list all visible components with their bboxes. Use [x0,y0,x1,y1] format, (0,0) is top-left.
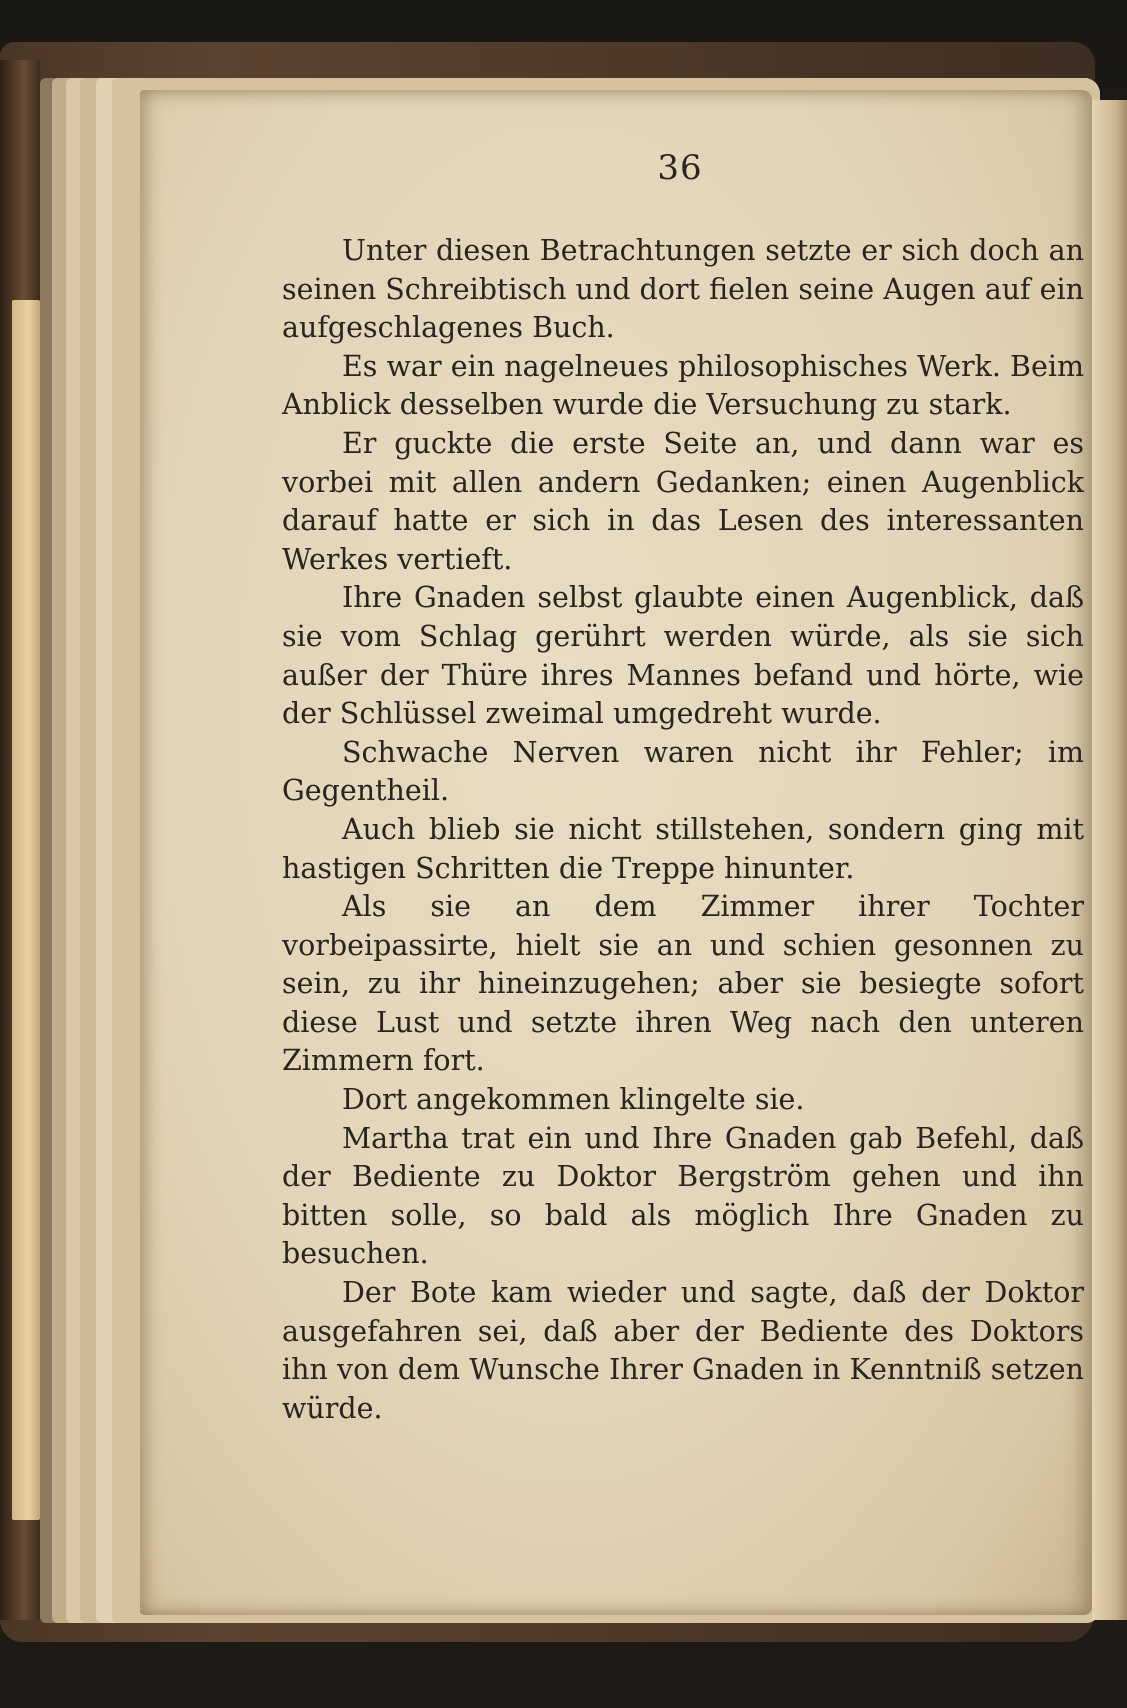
paragraph: Als sie an dem Zimmer ihrer Tochter vorbeipassirte, hielt sie an und schien gesonnen zu sein, zu ihr hineinzugehen; aber sie besiegte sofort diese Lust und setzte ihren Weg nach den unteren Zimmern fort. [282,890,1084,1078]
paragraph: Es war ein nagelneues philosophisches Werk. Beim Anblick desselben wurde die Versuchung zu stark. [282,349,1084,422]
bookmark-strip [12,300,40,1520]
paragraph: Schwache Nerven waren nicht ihr Fehler; im Gegentheil. [282,735,1084,808]
paragraph: Auch blieb sie nicht stillstehen, sondern ging mit hastigen Schritten die Treppe hinunter. [282,812,1084,885]
page-number: 36 [657,148,703,188]
paragraph: Martha trat ein und Ihre Gnaden gab Befehl, daß der Bediente zu Doktor Bergström gehen und ihn bitten solle, so bald als möglich Ihre Gnaden zu besuchen. [282,1121,1084,1271]
paragraph: Dort angekommen klingelte sie. [342,1083,805,1117]
facing-page-edge [1092,100,1127,1620]
paragraph: Unter diesen Betrachtungen setzte er sich doch an seinen Schreibtisch und dort fielen seine Augen auf ein aufgeschlagenes Buch. [282,234,1084,345]
paragraph: Der Bote kam wieder und sagte, daß der Doktor ausgefahren sei, daß aber der Bediente des Doktors ihn von dem Wunsche Ihrer Gnaden in Kenntniß setzen würde. [282,1276,1084,1425]
paragraph: Er guckte die erste Seite an, und dann war es vorbei mit allen andern Gedanken; einen Augenblick darauf hatte er sich in das Lesen des interessanten Werkes vertieft. [282,426,1084,576]
paragraph: Ihre Gnaden selbst glaubte einen Augenblick, daß sie vom Schlag gerührt werden würde, als sie sich außer der Thüre ihres Mannes befand und hörte, wie der Schlüssel zweimal umgedreht wurde. [282,581,1084,731]
page-body-text [282,232,1084,1428]
